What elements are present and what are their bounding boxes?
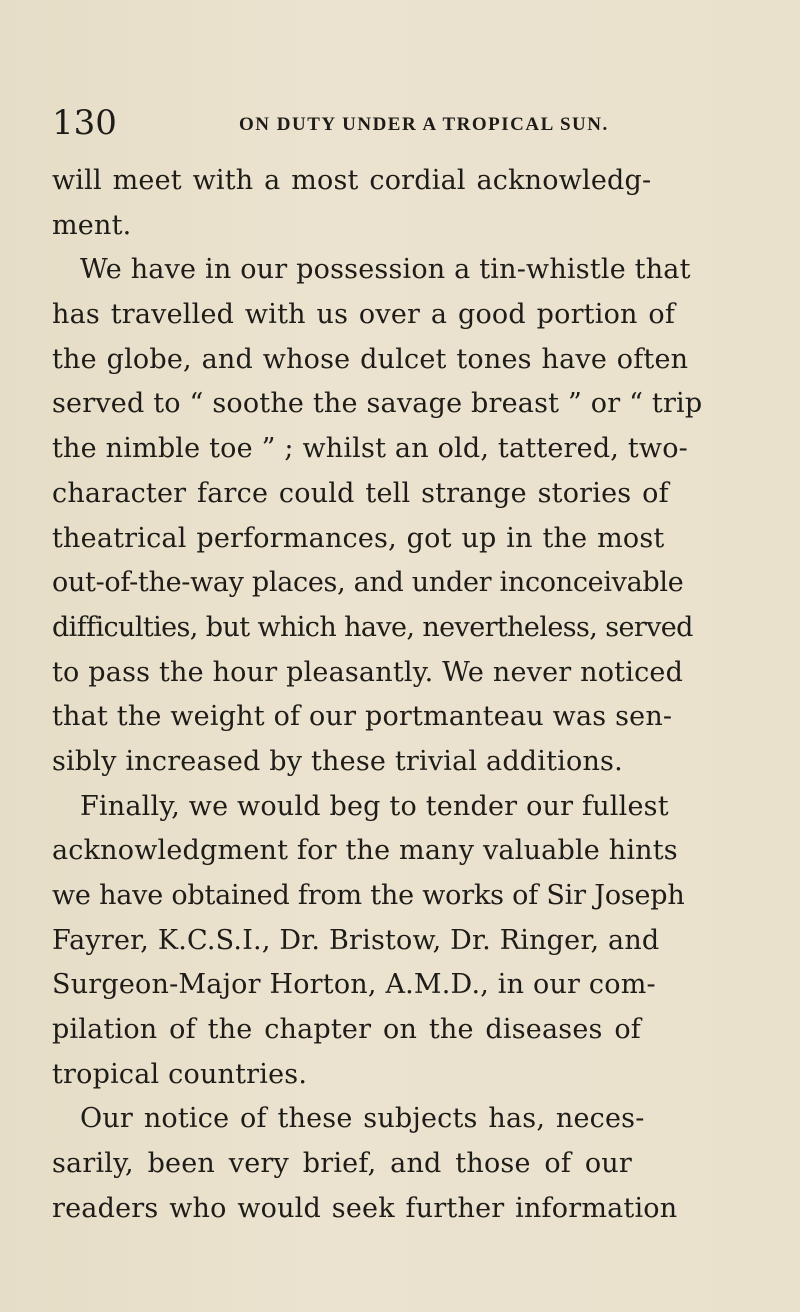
text-line: character farce could tell strange stories of — [52, 477, 669, 509]
text-line: Our notice of these subjects has, neces- — [80, 1103, 645, 1135]
text-line: Fayrer, K.C.S.I., Dr. Bristow, Dr. Ringer, and — [52, 924, 660, 956]
body-text — [52, 159, 752, 1232]
text-line: to pass the hour pleasantly. We never noticed — [52, 656, 684, 688]
text-line: sarily, been very brief, and those of our — [52, 1148, 632, 1180]
text-line: has travelled with us over a good portion of — [52, 299, 676, 331]
text-line: sibly increased by these trivial additions. — [52, 745, 623, 777]
text-line: will meet with a most cordial acknowledg- — [52, 165, 652, 196]
text-line: that the weight of our portmanteau was sen- — [52, 701, 673, 733]
text-line: acknowledgment for the many valuable hints — [52, 835, 678, 867]
text-line: We have in our possession a tin-whistle that — [80, 254, 691, 286]
page-header — [52, 103, 752, 147]
text-line: served to “ soothe the savage breast ” or “ trip — [52, 388, 703, 420]
text-line: ment. — [52, 209, 132, 241]
running-head: ON DUTY UNDER A TROPICAL SUN. — [239, 114, 609, 135]
text-line: Finally, we would beg to tender our fullest — [80, 790, 669, 822]
text-line: pilation of the chapter on the diseases of — [52, 1014, 642, 1046]
page-number: 130 — [52, 103, 117, 143]
text-line: difficulties, but which have, nevertheless, served — [52, 611, 693, 643]
text-line: Surgeon-Major Horton, A.M.D., in our com- — [52, 969, 656, 1001]
text-line: theatrical performances, got up in the most — [52, 522, 665, 554]
text-line: readers who would seek further information — [52, 1192, 678, 1224]
text-line: tropical countries. — [52, 1058, 308, 1090]
text-line: out-of-the-way places, and under inconceivable — [52, 567, 684, 599]
text-line: we have obtained from the works of Sir Joseph — [52, 880, 685, 911]
text-line: the globe, and whose dulcet tones have often — [52, 343, 689, 375]
text-line: the nimble toe ” ; whilst an old, tattered, two- — [52, 433, 689, 465]
